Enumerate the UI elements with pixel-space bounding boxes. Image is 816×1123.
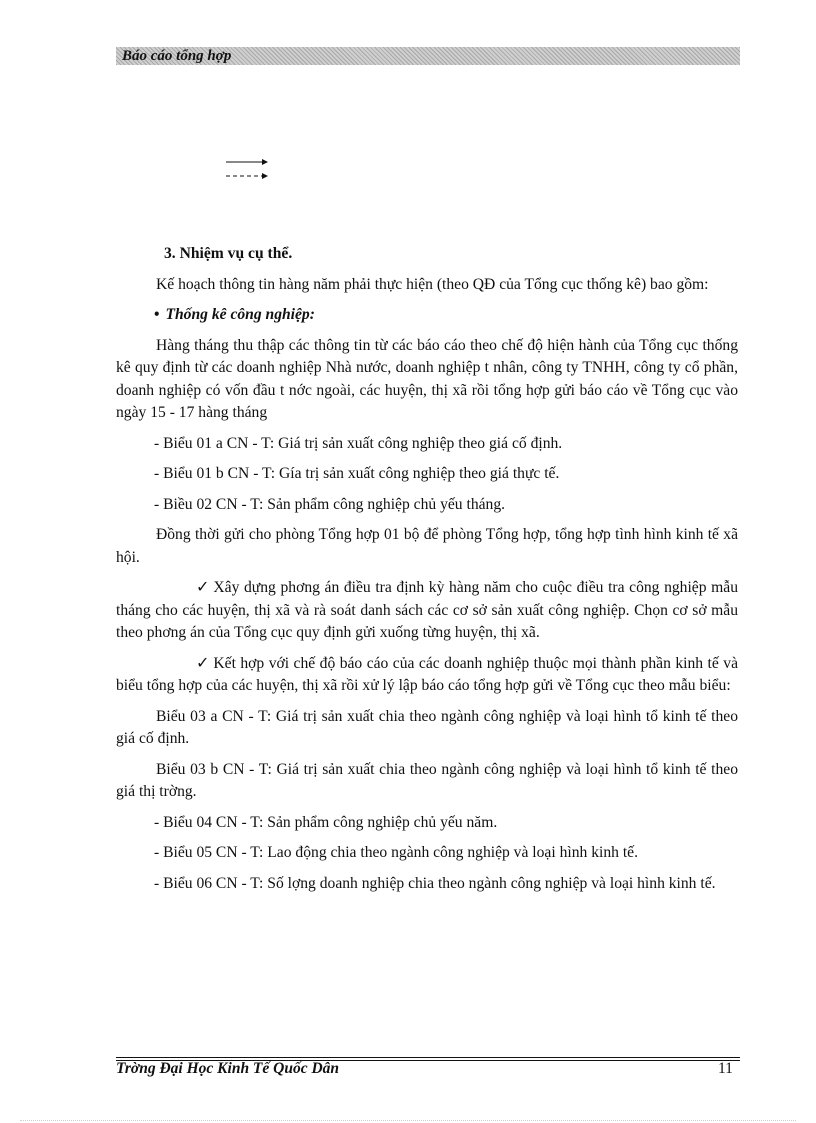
list-item-4: - Biểu 04 CN - T: Sản phẩm công nghiệp chủ yếu năm.	[154, 813, 498, 831]
list-item-1: - Biểu 01 a CN - T: Giá trị sản xuất công nghiệp theo giá cố định.	[154, 434, 563, 452]
section-heading: 3. Nhiệm vụ cụ thể.	[164, 245, 293, 262]
paragraph-5: Biểu 03 a CN - T: Giá trị sản xuất chia theo ngành công nghiệp và loại hình tổ kinh tế theo giá cố định.	[116, 707, 738, 747]
check-icon: ✓	[196, 654, 210, 672]
page-number: 11	[718, 1060, 733, 1077]
header-band	[116, 47, 740, 65]
paragraph-4	[116, 653, 738, 698]
paragraph-3-text: Xây dựng phơng án điều tra định kỳ hàng năm cho cuộc điều tra công nghiệp mẫu tháng cho các huyện, thị xã và rà soát danh sách các cơ sở sản xuất công nghiệp. Chọn cơ sở mẫu theo phơng án của Tổng cục quy định gửi xuống từng huyện, thị xã.	[116, 579, 738, 641]
bullet-text: Thống kê công nghiệp:	[165, 306, 315, 323]
list-item-5: - Biểu 05 CN - T: Lao động chia theo ngành công nghiệp và loại hình kinh tế.	[154, 844, 638, 861]
intro-paragraph: Kế hoạch thông tin hàng năm phải thực hiện (theo QĐ của Tổng cục thống kê) bao gồm:	[156, 275, 709, 293]
document-body	[116, 243, 738, 903]
paragraph-2: Đồng thời gửi cho phòng Tổng hợp 01 bộ để phòng Tổng hợp, tổng hợp tình hình kinh tế xã hội.	[116, 526, 738, 566]
solid-arrow-head-icon	[262, 159, 268, 165]
arrow-legend	[226, 156, 270, 182]
check-icon: ✓	[196, 579, 210, 596]
paragraph-6: Biểu 03 b CN - T: Giá trị sản xuất chia theo ngành công nghiệp và loại hình tổ kinh tế theo giá thị trờng.	[116, 760, 738, 800]
paragraph-4-text: Kết hợp với chế độ báo cáo của các doanh nghiệp thuộc mọi thành phần kinh tế và biểu tổng hợp của các huyện, thị xã rồi xử lý lập báo cáo tổng hợp gửi về Tổng cục theo mẫu biểu:	[116, 654, 738, 694]
bullet-icon: •	[154, 306, 160, 323]
footer-rule	[116, 1057, 740, 1058]
page-bottom-border	[20, 1120, 796, 1121]
dashed-arrow-head-icon	[262, 173, 268, 179]
footer-school: Trờng Đại Học Kinh Tế Quốc Dân	[116, 1060, 340, 1077]
header-title: Báo cáo tổng hợp	[122, 48, 232, 64]
list-item-6: - Biểu 06 CN - T: Số lợng doanh nghiệp chia theo ngành công nghiệp và loại hình kinh tế.	[154, 874, 716, 892]
list-item-2: - Biểu 01 b CN - T: Gía trị sản xuất công nghiệp theo giá thực tế.	[154, 465, 560, 482]
paragraph-3	[116, 577, 738, 645]
bullet-heading	[116, 304, 738, 327]
paragraph-1: Hàng tháng thu thập các thông tin từ các báo cáo theo chế độ hiện hành của Tổng cục thống kê quy định từ các doanh nghiệp Nhà nước, doanh nghiệp t nhân, công ty TNHH, công ty cổ phần, doanh nghiệp có vốn đầu t nớc ngoài, các huyện, thị xã rồi tổng hợp gửi báo cáo về Tổng cục vào ngày 15 - 17 hàng tháng	[116, 336, 738, 421]
list-item-3: - Biều 02 CN - T: Sản phẩm công nghiệp chủ yếu tháng.	[154, 495, 506, 513]
